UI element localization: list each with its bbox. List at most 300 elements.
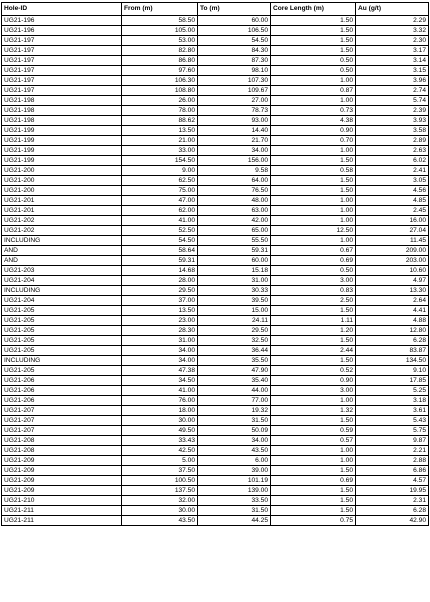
cell-from: 41.00 [122, 216, 198, 226]
table-row [2, 336, 429, 346]
cell-from: 28.00 [122, 276, 198, 286]
cell-au-grade: 83.87 [356, 346, 429, 356]
cell-au-grade: 2.88 [356, 456, 429, 466]
cell-from: 18.00 [122, 406, 198, 416]
cell-core-length: 1.50 [271, 486, 356, 496]
cell-core-length: 1.50 [271, 16, 356, 26]
cell-core-length: 1.50 [271, 336, 356, 346]
cell-from: 62.00 [122, 206, 198, 216]
cell-au-grade: 13.30 [356, 286, 429, 296]
cell-hole-id: UG21-201 [2, 206, 122, 216]
table-row [2, 156, 429, 166]
cell-to: 43.50 [198, 446, 271, 456]
cell-hole-id: UG21-208 [2, 446, 122, 456]
table-row [2, 226, 429, 236]
cell-from: 30.00 [122, 506, 198, 516]
cell-core-length: 1.00 [271, 236, 356, 246]
cell-core-length: 3.00 [271, 386, 356, 396]
cell-au-grade: 9.87 [356, 436, 429, 446]
cell-from: 154.50 [122, 156, 198, 166]
cell-au-grade: 3.96 [356, 76, 429, 86]
cell-au-grade: 27.04 [356, 226, 429, 236]
cell-au-grade: 5.43 [356, 416, 429, 426]
table-row [2, 26, 429, 36]
cell-from: 34.50 [122, 376, 198, 386]
cell-hole-id: UG21-205 [2, 326, 122, 336]
cell-hole-id: UG21-199 [2, 156, 122, 166]
table-row [2, 326, 429, 336]
cell-hole-id: UG21-207 [2, 406, 122, 416]
cell-from: 9.00 [122, 166, 198, 176]
cell-from: 97.60 [122, 66, 198, 76]
cell-core-length: 0.50 [271, 56, 356, 66]
cell-au-grade: 5.75 [356, 426, 429, 436]
cell-to: 101.19 [198, 476, 271, 486]
cell-au-grade: 17.85 [356, 376, 429, 386]
cell-hole-id: UG21-196 [2, 16, 122, 26]
cell-core-length: 1.50 [271, 506, 356, 516]
cell-core-length: 1.00 [271, 456, 356, 466]
cell-from: 52.50 [122, 226, 198, 236]
cell-au-grade: 6.86 [356, 466, 429, 476]
cell-from: 78.00 [122, 106, 198, 116]
cell-to: 14.40 [198, 126, 271, 136]
cell-hole-id: UG21-200 [2, 166, 122, 176]
cell-au-grade: 4.88 [356, 316, 429, 326]
table-row [2, 186, 429, 196]
table-row [2, 126, 429, 136]
cell-from: 100.50 [122, 476, 198, 486]
cell-to: 24.11 [198, 316, 271, 326]
cell-core-length: 1.11 [271, 316, 356, 326]
cell-hole-id: UG21-204 [2, 296, 122, 306]
cell-to: 34.00 [198, 146, 271, 156]
cell-to: 31.50 [198, 416, 271, 426]
table-row [2, 16, 429, 26]
cell-au-grade: 5.25 [356, 386, 429, 396]
cell-au-grade: 6.28 [356, 506, 429, 516]
cell-au-grade: 9.10 [356, 366, 429, 376]
cell-hole-id: UG21-204 [2, 276, 122, 286]
cell-core-length: 0.90 [271, 376, 356, 386]
cell-core-length: 1.50 [271, 186, 356, 196]
cell-to: 156.00 [198, 156, 271, 166]
cell-hole-id: AND [2, 246, 122, 256]
table-header [2, 3, 429, 16]
cell-core-length: 1.00 [271, 396, 356, 406]
cell-to: 44.00 [198, 386, 271, 396]
cell-core-length: 1.50 [271, 176, 356, 186]
table-row [2, 376, 429, 386]
cell-hole-id: UG21-207 [2, 416, 122, 426]
table-row [2, 456, 429, 466]
cell-core-length: 1.50 [271, 156, 356, 166]
cell-hole-id: UG21-196 [2, 26, 122, 36]
cell-from: 53.00 [122, 36, 198, 46]
table-row [2, 286, 429, 296]
cell-au-grade: 2.64 [356, 296, 429, 306]
cell-hole-id: UG21-205 [2, 306, 122, 316]
cell-to: 36.44 [198, 346, 271, 356]
cell-hole-id: UG21-199 [2, 126, 122, 136]
table-row [2, 506, 429, 516]
cell-from: 37.00 [122, 296, 198, 306]
table-row [2, 476, 429, 486]
cell-au-grade: 19.95 [356, 486, 429, 496]
cell-hole-id: UG21-199 [2, 136, 122, 146]
cell-au-grade: 11.45 [356, 236, 429, 246]
cell-to: 30.33 [198, 286, 271, 296]
cell-from: 47.00 [122, 196, 198, 206]
cell-hole-id: INCLUDING [2, 356, 122, 366]
cell-core-length: 0.69 [271, 256, 356, 266]
cell-hole-id: UG21-210 [2, 496, 122, 506]
table-row [2, 76, 429, 86]
cell-hole-id: UG21-197 [2, 66, 122, 76]
cell-to: 54.50 [198, 36, 271, 46]
table-row [2, 86, 429, 96]
cell-from: 32.00 [122, 496, 198, 506]
cell-to: 65.00 [198, 226, 271, 236]
cell-hole-id: UG21-208 [2, 436, 122, 446]
cell-to: 50.09 [198, 426, 271, 436]
cell-from: 28.30 [122, 326, 198, 336]
table-row [2, 386, 429, 396]
cell-to: 32.50 [198, 336, 271, 346]
cell-au-grade: 2.39 [356, 106, 429, 116]
cell-core-length: 1.50 [271, 416, 356, 426]
table-row [2, 396, 429, 406]
cell-au-grade: 2.31 [356, 496, 429, 506]
header-row [2, 3, 429, 16]
cell-to: 106.50 [198, 26, 271, 36]
table-row [2, 196, 429, 206]
table-row [2, 296, 429, 306]
cell-core-length: 1.50 [271, 496, 356, 506]
cell-core-length: 2.44 [271, 346, 356, 356]
cell-from: 88.62 [122, 116, 198, 126]
table-row [2, 176, 429, 186]
cell-core-length: 1.50 [271, 46, 356, 56]
cell-from: 108.80 [122, 86, 198, 96]
cell-from: 29.50 [122, 286, 198, 296]
cell-core-length: 1.50 [271, 306, 356, 316]
table-row [2, 486, 429, 496]
cell-from: 137.50 [122, 486, 198, 496]
cell-to: 19.32 [198, 406, 271, 416]
cell-from: 41.00 [122, 386, 198, 396]
cell-to: 98.10 [198, 66, 271, 76]
cell-from: 5.00 [122, 456, 198, 466]
cell-hole-id: UG21-197 [2, 86, 122, 96]
cell-hole-id: UG21-197 [2, 36, 122, 46]
cell-au-grade: 203.00 [356, 256, 429, 266]
cell-from: 49.50 [122, 426, 198, 436]
column-header-hole-id: Hole-ID [2, 3, 122, 16]
cell-au-grade: 134.50 [356, 356, 429, 366]
cell-core-length: 1.00 [271, 216, 356, 226]
cell-core-length: 0.75 [271, 516, 356, 526]
table-row [2, 246, 429, 256]
table-row [2, 106, 429, 116]
cell-from: 54.50 [122, 236, 198, 246]
cell-hole-id: UG21-205 [2, 366, 122, 376]
table-row [2, 516, 429, 526]
table-row [2, 356, 429, 366]
cell-hole-id: UG21-202 [2, 216, 122, 226]
cell-to: 60.00 [198, 256, 271, 266]
cell-core-length: 0.50 [271, 66, 356, 76]
cell-from: 62.50 [122, 176, 198, 186]
cell-au-grade: 2.74 [356, 86, 429, 96]
table-row [2, 216, 429, 226]
cell-core-length: 0.70 [271, 136, 356, 146]
table-row [2, 206, 429, 216]
cell-to: 35.50 [198, 356, 271, 366]
cell-from: 14.68 [122, 266, 198, 276]
cell-au-grade: 4.97 [356, 276, 429, 286]
cell-au-grade: 209.00 [356, 246, 429, 256]
cell-core-length: 0.69 [271, 476, 356, 486]
cell-hole-id: UG21-203 [2, 266, 122, 276]
cell-au-grade: 6.28 [356, 336, 429, 346]
cell-to: 6.00 [198, 456, 271, 466]
cell-hole-id: INCLUDING [2, 236, 122, 246]
cell-hole-id: UG21-200 [2, 176, 122, 186]
table-row [2, 266, 429, 276]
table-row [2, 36, 429, 46]
cell-au-grade: 2.30 [356, 36, 429, 46]
cell-hole-id: UG21-199 [2, 146, 122, 156]
cell-core-length: 0.73 [271, 106, 356, 116]
table-body [2, 16, 429, 526]
cell-to: 39.50 [198, 296, 271, 306]
cell-to: 78.73 [198, 106, 271, 116]
cell-to: 87.30 [198, 56, 271, 66]
cell-au-grade: 3.58 [356, 126, 429, 136]
cell-hole-id: UG21-209 [2, 476, 122, 486]
cell-core-length: 1.50 [271, 356, 356, 366]
cell-core-length: 0.59 [271, 426, 356, 436]
cell-hole-id: UG21-209 [2, 466, 122, 476]
cell-core-length: 1.50 [271, 36, 356, 46]
cell-au-grade: 12.80 [356, 326, 429, 336]
cell-to: 31.00 [198, 276, 271, 286]
cell-to: 29.50 [198, 326, 271, 336]
cell-from: 21.00 [122, 136, 198, 146]
cell-hole-id: UG21-206 [2, 396, 122, 406]
cell-to: 15.00 [198, 306, 271, 316]
column-header-core-length: Core Length (m) [271, 3, 356, 16]
cell-to: 139.00 [198, 486, 271, 496]
table-row [2, 426, 429, 436]
cell-core-length: 2.50 [271, 296, 356, 306]
document-page [0, 2, 430, 602]
cell-from: 34.00 [122, 356, 198, 366]
cell-to: 9.58 [198, 166, 271, 176]
cell-hole-id: UG21-209 [2, 486, 122, 496]
cell-au-grade: 4.85 [356, 196, 429, 206]
cell-au-grade: 2.63 [356, 146, 429, 156]
cell-core-length: 1.50 [271, 466, 356, 476]
cell-to: 60.00 [198, 16, 271, 26]
cell-au-grade: 4.56 [356, 186, 429, 196]
cell-hole-id: UG21-205 [2, 346, 122, 356]
table-row [2, 316, 429, 326]
cell-core-length: 1.00 [271, 206, 356, 216]
table-row [2, 446, 429, 456]
cell-au-grade: 3.32 [356, 26, 429, 36]
cell-core-length: 1.00 [271, 446, 356, 456]
cell-hole-id: UG21-198 [2, 116, 122, 126]
cell-from: 34.00 [122, 346, 198, 356]
cell-hole-id: UG21-197 [2, 46, 122, 56]
cell-to: 84.30 [198, 46, 271, 56]
cell-to: 59.31 [198, 246, 271, 256]
cell-core-length: 1.20 [271, 326, 356, 336]
cell-to: 42.00 [198, 216, 271, 226]
cell-hole-id: UG21-198 [2, 96, 122, 106]
cell-au-grade: 3.17 [356, 46, 429, 56]
table-row [2, 496, 429, 506]
cell-to: 64.00 [198, 176, 271, 186]
cell-au-grade: 3.61 [356, 406, 429, 416]
cell-core-length: 0.52 [271, 366, 356, 376]
cell-au-grade: 2.45 [356, 206, 429, 216]
cell-hole-id: UG21-211 [2, 506, 122, 516]
cell-core-length: 3.00 [271, 276, 356, 286]
cell-to: 39.00 [198, 466, 271, 476]
cell-au-grade: 3.15 [356, 66, 429, 76]
cell-core-length: 0.90 [271, 126, 356, 136]
cell-to: 15.18 [198, 266, 271, 276]
table-row [2, 46, 429, 56]
cell-hole-id: UG21-211 [2, 516, 122, 526]
table-row [2, 166, 429, 176]
cell-from: 13.50 [122, 306, 198, 316]
cell-from: 30.00 [122, 416, 198, 426]
cell-to: 31.50 [198, 506, 271, 516]
cell-from: 75.00 [122, 186, 198, 196]
table-row [2, 436, 429, 446]
cell-from: 43.50 [122, 516, 198, 526]
cell-au-grade: 3.18 [356, 396, 429, 406]
cell-core-length: 1.00 [271, 96, 356, 106]
table-row [2, 116, 429, 126]
table-row [2, 66, 429, 76]
cell-au-grade: 4.57 [356, 476, 429, 486]
cell-from: 42.50 [122, 446, 198, 456]
cell-core-length: 0.67 [271, 246, 356, 256]
cell-to: 44.25 [198, 516, 271, 526]
cell-to: 55.50 [198, 236, 271, 246]
cell-core-length: 4.38 [271, 116, 356, 126]
cell-to: 48.00 [198, 196, 271, 206]
cell-hole-id: UG21-207 [2, 426, 122, 436]
cell-to: 109.67 [198, 86, 271, 96]
cell-au-grade: 10.60 [356, 266, 429, 276]
cell-to: 76.50 [198, 186, 271, 196]
cell-from: 13.50 [122, 126, 198, 136]
drill-results-table [1, 2, 429, 526]
cell-au-grade: 2.89 [356, 136, 429, 146]
cell-au-grade: 42.90 [356, 516, 429, 526]
cell-hole-id: UG21-198 [2, 106, 122, 116]
cell-core-length: 0.83 [271, 286, 356, 296]
cell-hole-id: UG21-197 [2, 76, 122, 86]
cell-from: 76.00 [122, 396, 198, 406]
cell-from: 23.00 [122, 316, 198, 326]
cell-core-length: 0.57 [271, 436, 356, 446]
cell-hole-id: UG21-200 [2, 186, 122, 196]
cell-to: 33.50 [198, 496, 271, 506]
cell-from: 105.00 [122, 26, 198, 36]
column-header-from: From (m) [122, 3, 198, 16]
cell-to: 27.00 [198, 96, 271, 106]
cell-from: 47.38 [122, 366, 198, 376]
cell-au-grade: 16.00 [356, 216, 429, 226]
cell-from: 58.64 [122, 246, 198, 256]
cell-from: 106.30 [122, 76, 198, 86]
cell-core-length: 0.87 [271, 86, 356, 96]
cell-hole-id: UG21-197 [2, 56, 122, 66]
table-row [2, 96, 429, 106]
cell-from: 58.50 [122, 16, 198, 26]
cell-au-grade: 4.41 [356, 306, 429, 316]
column-header-au-grade: Au (g/t) [356, 3, 429, 16]
table-row [2, 256, 429, 266]
cell-hole-id: AND [2, 256, 122, 266]
cell-hole-id: UG21-202 [2, 226, 122, 236]
cell-to: 93.00 [198, 116, 271, 126]
table-row [2, 276, 429, 286]
cell-to: 35.40 [198, 376, 271, 386]
cell-to: 77.00 [198, 396, 271, 406]
table-row [2, 146, 429, 156]
table-row [2, 366, 429, 376]
cell-au-grade: 6.02 [356, 156, 429, 166]
cell-to: 63.00 [198, 206, 271, 216]
table-row [2, 416, 429, 426]
cell-au-grade: 3.05 [356, 176, 429, 186]
cell-au-grade: 5.74 [356, 96, 429, 106]
table-row [2, 236, 429, 246]
cell-hole-id: UG21-209 [2, 456, 122, 466]
cell-core-length: 0.58 [271, 166, 356, 176]
cell-au-grade: 2.41 [356, 166, 429, 176]
cell-au-grade: 3.14 [356, 56, 429, 66]
cell-core-length: 0.50 [271, 266, 356, 276]
cell-to: 34.00 [198, 436, 271, 446]
cell-core-length: 1.32 [271, 406, 356, 416]
cell-from: 37.50 [122, 466, 198, 476]
cell-from: 86.80 [122, 56, 198, 66]
table-row [2, 406, 429, 416]
cell-to: 47.90 [198, 366, 271, 376]
cell-core-length: 1.00 [271, 146, 356, 156]
cell-hole-id: UG21-201 [2, 196, 122, 206]
cell-hole-id: INCLUDING [2, 286, 122, 296]
cell-au-grade: 2.21 [356, 446, 429, 456]
cell-from: 33.00 [122, 146, 198, 156]
cell-core-length: 1.00 [271, 196, 356, 206]
cell-core-length: 1.00 [271, 76, 356, 86]
cell-from: 33.43 [122, 436, 198, 446]
cell-core-length: 1.50 [271, 26, 356, 36]
cell-hole-id: UG21-205 [2, 316, 122, 326]
cell-from: 31.00 [122, 336, 198, 346]
table-row [2, 136, 429, 146]
